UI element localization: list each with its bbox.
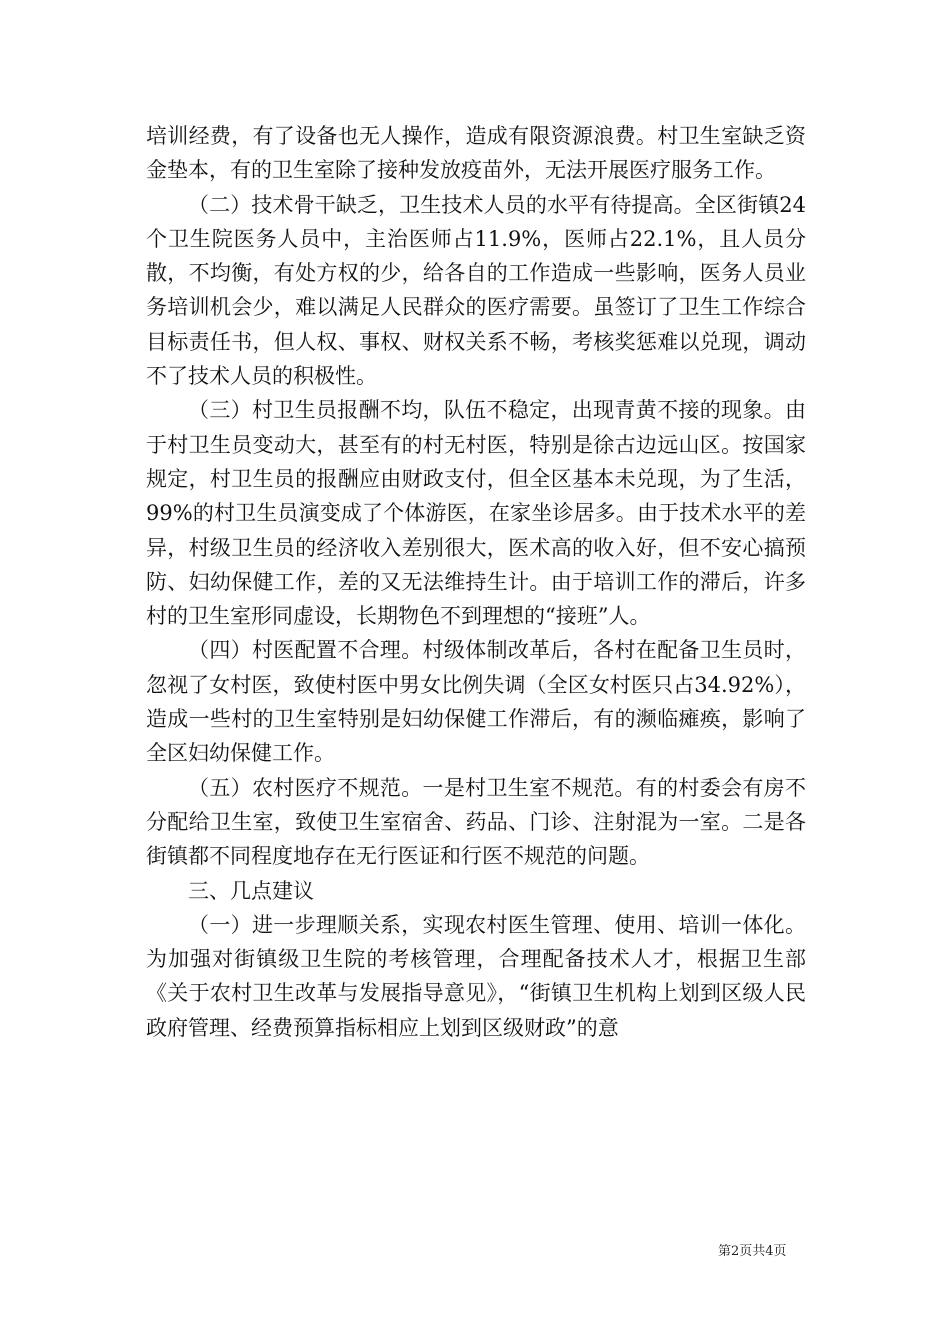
page-footer: 第2页共4页: [718, 1244, 787, 1259]
document-body: [146, 119, 806, 1045]
body-paragraph-village-health-workers: （三）村卫生员报酬不均，队伍不稳定，出现青黄不接的现象。由于村卫生员变动大，甚至有的村无村医，特别是徐古边远山区。按国家规定，村卫生员的报酬应由财政支付，但全区基本未兑现，为了生活，99%的村卫生员演变成了个体游医，在家坐诊居多。由于技术水平的差异，村级卫生员的经济收入差别很大，医术高的收入好，但不安心搞预防、妇幼保健工作，差的又无法维持生计。由于培训工作的滞后，许多村的卫生室形同虚设，长期物色不到理想的“接班”人。: [146, 398, 806, 629]
body-paragraph-village-doctor-allocation: （四）村医配置不合理。村级体制改革后，各村在配备卫生员时，忽视了女村医，致使村医中男女比例失调（全区女村医只占34.92%），造成一些村的卫生室特别是妇幼保健工作滞后，有的濒临瘫痪，影响了全区妇幼保健工作。: [146, 638, 806, 766]
body-paragraph-technical-staff: （二）技术骨干缺乏，卫生技术人员的水平有待提高。全区街镇24个卫生院医务人员中，主治医师占11.9%，医师占22.1%，且人员分散，不均衡，有处方权的少，给各自的工作造成一些影响，医务人员业务培训机会少，难以满足人民群众的医疗需要。虽签订了卫生工作综合目标责任书，但人权、事权、财权关系不畅，考核奖惩难以兑现，调动不了技术人员的积极性。: [146, 192, 806, 389]
section-heading: 三、几点建议: [188, 878, 314, 903]
body-paragraph-suggestion-one: （一）进一步理顺关系，实现农村医生管理、使用、培训一体化。为加强对街镇级卫生院的考核管理，合理配备技术人才，根据卫生部《关于农村卫生改革与发展指导意见》，“街镇卫生机构上划到区级人民政府管理、经费预算指标相应上划到区级财政”的意: [146, 912, 806, 1040]
body-paragraph-continuation: 培训经费，有了设备也无人操作，造成有限资源浪费。村卫生室缺乏资金垫本，有的卫生室除了接种发放疫苗外，无法开展医疗服务工作。: [146, 124, 806, 183]
body-paragraph-rural-medical-standards: （五）农村医疗不规范。一是村卫生室不规范。有的村委会有房不分配给卫生室，致使卫生室宿舍、药品、门诊、注射混为一室。二是各街镇都不同程度地存在无行医证和行医不规范的问题。: [146, 775, 806, 869]
